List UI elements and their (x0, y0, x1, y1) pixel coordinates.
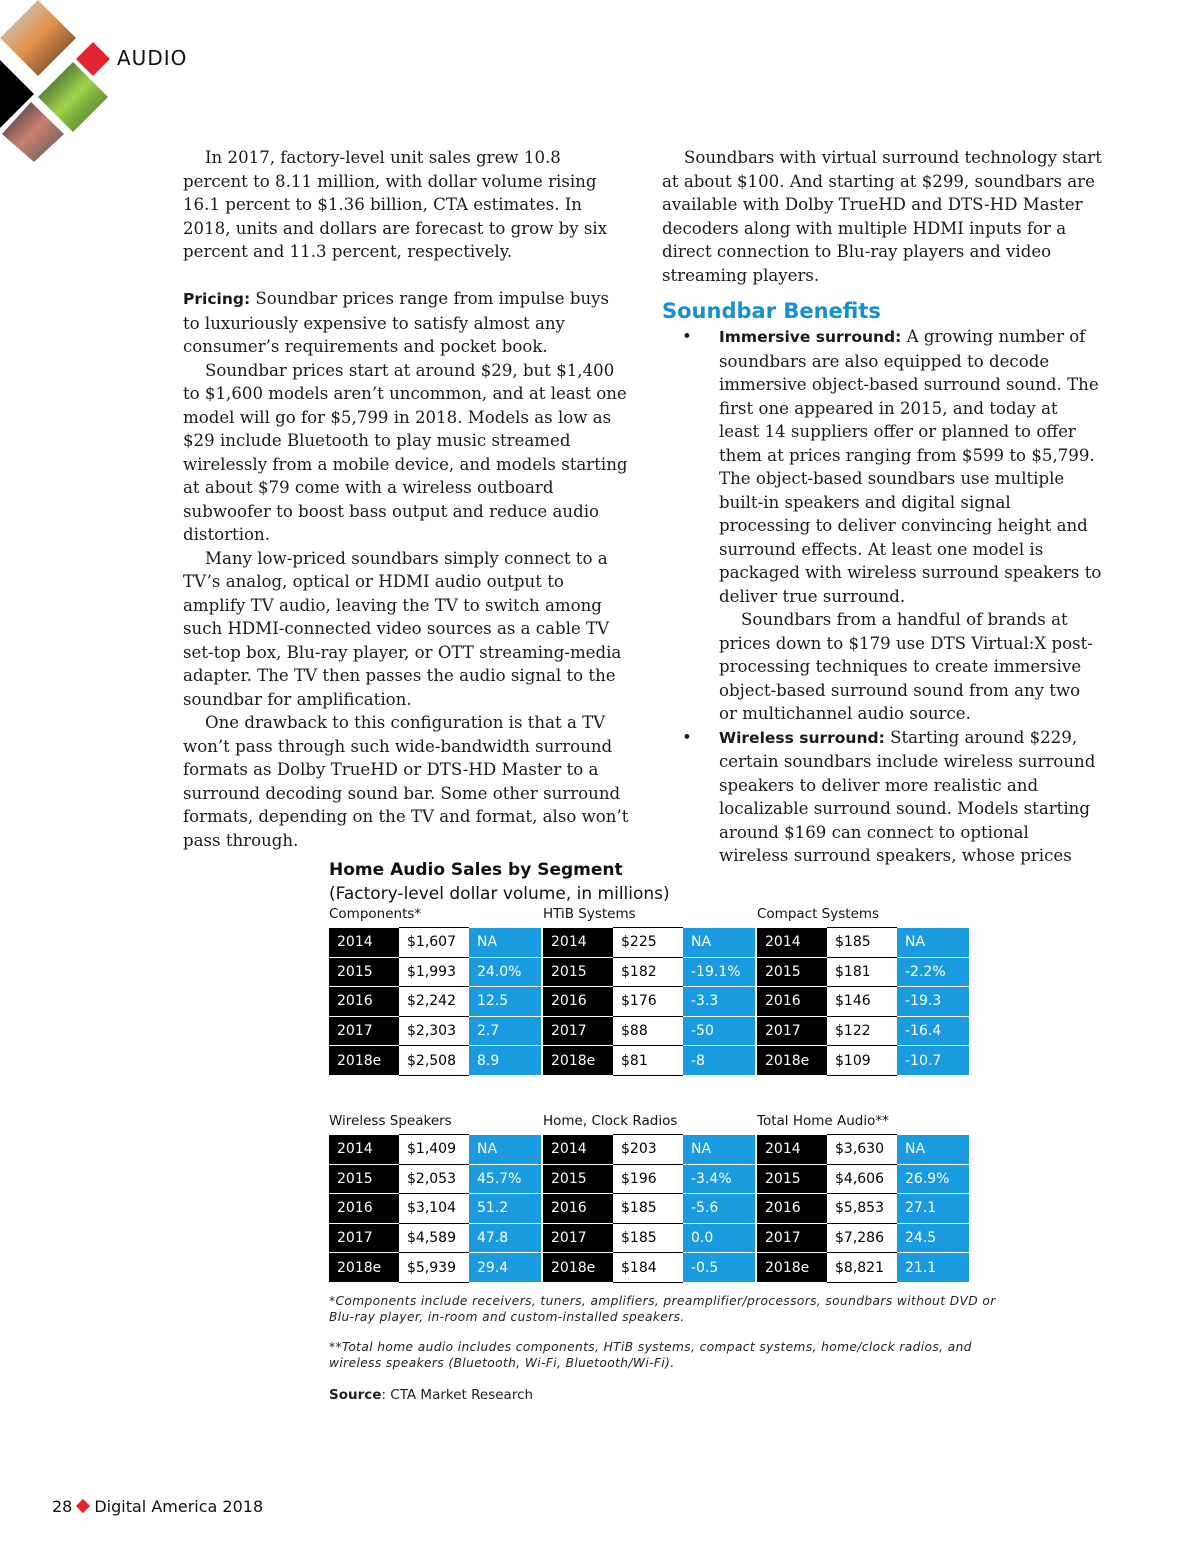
cell-value: $2,303 (399, 1016, 469, 1046)
cell-value: $181 (827, 957, 897, 987)
cell-value: $1,409 (399, 1135, 469, 1165)
segment-label: Components* (329, 906, 422, 922)
left-column (183, 146, 629, 852)
table-row (757, 957, 969, 987)
run-in-label: Pricing: (183, 290, 251, 308)
cell-value: $225 (613, 928, 683, 958)
cell-year: 2018e (757, 1253, 827, 1283)
table-row (757, 1253, 969, 1283)
page-number: 28 (52, 1497, 73, 1516)
cell-year: 2016 (329, 987, 399, 1017)
list-item (662, 726, 1102, 868)
benefits-list (662, 325, 1102, 868)
cell-change: NA (897, 1135, 969, 1165)
table-row (329, 1223, 541, 1253)
table-row (757, 928, 969, 958)
cell-value: $2,508 (399, 1046, 469, 1076)
cell-year: 2015 (757, 957, 827, 987)
page-footer (52, 1497, 263, 1516)
cell-change: -16.4 (897, 1016, 969, 1046)
table-row (543, 928, 755, 958)
cell-year: 2017 (329, 1223, 399, 1253)
segment-label: HTiB Systems (543, 906, 636, 922)
cell-change: -8 (683, 1046, 755, 1076)
cell-change: NA (469, 928, 541, 958)
cell-value: $2,242 (399, 987, 469, 1017)
cell-value: $88 (613, 1016, 683, 1046)
run-in-label: Wireless surround: (719, 728, 885, 747)
table-row (757, 1194, 969, 1224)
cell-year: 2018e (329, 1253, 399, 1283)
table-row (329, 1046, 541, 1076)
cell-change: NA (683, 1135, 755, 1165)
segment-label: Compact Systems (757, 906, 880, 922)
segment-table (757, 1134, 969, 1283)
cell-year: 2014 (329, 1135, 399, 1165)
cell-year: 2015 (543, 1164, 613, 1194)
cell-change: -19.1% (683, 957, 755, 987)
cell-change: 12.5 (469, 987, 541, 1017)
cell-value: $185 (613, 1194, 683, 1224)
table-row (543, 1046, 755, 1076)
cell-change: -2.2% (897, 957, 969, 987)
cell-change: 29.4 (469, 1253, 541, 1283)
table-row (543, 1164, 755, 1194)
cell-change: NA (683, 928, 755, 958)
red-diamond-icon (76, 1499, 90, 1513)
table-row (757, 1164, 969, 1194)
table-row (543, 957, 755, 987)
cell-value: $3,104 (399, 1194, 469, 1224)
cell-year: 2018e (329, 1046, 399, 1076)
cell-value: $184 (613, 1253, 683, 1283)
source-text: : CTA Market Research (381, 1387, 534, 1403)
paragraph: Soundbars with virtual surround technology start at about $100. And starting at $299, soundbars are available with Dolby TrueHD and DTS-HD Master decoders along with multiple HDMI inputs for a direct connection to Blu-ray players and video streaming players. (662, 148, 1102, 285)
cell-value: $4,589 (399, 1223, 469, 1253)
cell-value: $122 (827, 1016, 897, 1046)
paragraph: Many low-priced soundbars simply connect to a TV’s analog, optical or HDMI audio output to amplify TV audio, leaving the TV to switch among such HDMI-connected video sources as a cable TV set-top box, Blu-ray player, or OTT streaming-media adapter. The TV then passes the audio signal to the soundbar for amplification. (183, 548, 622, 709)
table-row (329, 928, 541, 958)
paragraph: One drawback to this configuration is that a TV won’t pass through such wide-bandwidth surround formats as Dolby TrueHD or DTS-HD Master to a surround decoding sound bar. Some other surround formats, depending on the TV and format, also won’t pass through. (183, 713, 629, 850)
cell-value: $81 (613, 1046, 683, 1076)
cell-year: 2016 (757, 987, 827, 1017)
city-photo-diamond (0, 0, 76, 76)
cell-year: 2016 (543, 1194, 613, 1224)
segment-table (543, 1134, 755, 1283)
table-row (329, 987, 541, 1017)
footnote-components: *Components include receivers, tuners, amplifiers, preamplifier/processors, soundbars without DVD or Blu-ray player, in-room and custom-installed speakers. (329, 1294, 996, 1324)
cell-change: 24.5 (897, 1223, 969, 1253)
cell-year: 2018e (757, 1046, 827, 1076)
paragraph-pricing (183, 287, 629, 359)
bullet: • (682, 727, 692, 747)
paragraph: In 2017, factory-level unit sales grew 10.8 percent to 8.11 million, with dollar volume rising 16.1 percent to $1.36 billion, CTA estimates. In 2018, units and dollars are forecast to grow by six percent and 11.3 percent, respectively. (183, 148, 608, 261)
footnote-total: **Total home audio includes components, HTiB systems, compact systems, home/clock radios, and wireless speakers (Bluetooth, Wi-Fi, Bluetooth/Wi-Fi). (329, 1340, 972, 1370)
paragraph: Soundbar prices start at around $29, but $1,400 to $1,600 models aren’t uncommon, and at least one model will go for $5,799 in 2018. Models as low as $29 include Bluetooth to play music streamed wirelessly from a mobile device, and models starting at about $79 come with a wireless outboard subwoofer to boost bass output and reduce audio distortion. (183, 360, 628, 544)
source-label: Source (329, 1387, 382, 1403)
cell-value: $182 (613, 957, 683, 987)
table-row (543, 1016, 755, 1046)
table-row (329, 1194, 541, 1224)
cell-change: -50 (683, 1016, 755, 1046)
table-row (329, 1016, 541, 1046)
table-row (757, 1016, 969, 1046)
table-row (329, 1164, 541, 1194)
segment-label: Wireless Speakers (329, 1113, 452, 1129)
table-row (329, 957, 541, 987)
table-row (757, 1135, 969, 1165)
table-row (543, 987, 755, 1017)
paragraph-text: Starting around $229, certain soundbars include wireless surround speakers to deliver more realistic and localizable surround sound. Models starting around $169 can connect to optional wireless surround speakers, whose prices (719, 727, 1096, 865)
table-row (757, 1046, 969, 1076)
table-row (757, 987, 969, 1017)
cell-change: -5.6 (683, 1194, 755, 1224)
header-diamond-graphic (0, 0, 140, 165)
source-line (329, 1387, 533, 1403)
table-row (543, 1135, 755, 1165)
cell-change: 45.7% (469, 1164, 541, 1194)
cell-year: 2018e (543, 1046, 613, 1076)
table-row (757, 1223, 969, 1253)
cell-change: NA (469, 1135, 541, 1165)
cell-year: 2016 (757, 1194, 827, 1224)
cell-change: -19.3 (897, 987, 969, 1017)
cell-year: 2015 (543, 957, 613, 987)
cell-value: $1,993 (399, 957, 469, 987)
segment-table (329, 1134, 541, 1283)
cell-year: 2015 (329, 957, 399, 987)
segment-label: Total Home Audio** (757, 1113, 889, 1129)
table-row (329, 1253, 541, 1283)
cell-value: $8,821 (827, 1253, 897, 1283)
cell-year: 2014 (757, 928, 827, 958)
table-subtitle: (Factory-level dollar volume, in millions) (329, 884, 670, 904)
table-row (543, 1223, 755, 1253)
paragraph: Soundbars from a handful of brands at prices down to $179 use DTS Virtual:X post-processing techniques to create immersive object-based surround sound from any two or multichannel audio source. (719, 610, 1093, 723)
cell-year: 2016 (329, 1194, 399, 1224)
cell-year: 2017 (757, 1016, 827, 1046)
cell-change: 2.7 (469, 1016, 541, 1046)
cell-year: 2017 (757, 1223, 827, 1253)
cell-value: $203 (613, 1135, 683, 1165)
cell-change: 27.1 (897, 1194, 969, 1224)
list-item (662, 325, 1102, 726)
cell-value: $1,607 (399, 928, 469, 958)
subhead: Soundbar Benefits (662, 299, 881, 323)
cell-value: $185 (613, 1223, 683, 1253)
cell-change: -3.4% (683, 1164, 755, 1194)
table-row (543, 1253, 755, 1283)
segment-table (543, 927, 755, 1076)
cell-year: 2014 (543, 1135, 613, 1165)
segment-label: Home, Clock Radios (543, 1113, 678, 1129)
cell-value: $3,630 (827, 1135, 897, 1165)
run-in-label: Immersive surround: (719, 328, 902, 346)
paragraph-text: A growing number of soundbars are also equipped to decode immersive object-based surround sound. The first one appeared in 2015, and today at least 14 suppliers offer or planned to offer them at prices ranging from $599 to $5,799. The object-based soundbars use multiple built-in speakers and digital signal processing to deliver convincing height and surround effects. At least one model is packaged with wireless surround speakers to deliver true surround. (719, 327, 1102, 606)
section-label: AUDIO (117, 46, 188, 70)
table-title: Home Audio Sales by Segment (329, 860, 623, 880)
cell-year: 2014 (329, 928, 399, 958)
bullet: • (682, 327, 692, 346)
cell-change: 21.1 (897, 1253, 969, 1283)
cell-change: 51.2 (469, 1194, 541, 1224)
cell-value: $2,053 (399, 1164, 469, 1194)
cell-value: $5,853 (827, 1194, 897, 1224)
cell-value: $176 (613, 987, 683, 1017)
cell-change: 24.0% (469, 957, 541, 987)
cell-value: $109 (827, 1046, 897, 1076)
publication-name: Digital America 2018 (94, 1497, 264, 1516)
cell-year: 2015 (329, 1164, 399, 1194)
cell-year: 2016 (543, 987, 613, 1017)
cell-change: 8.9 (469, 1046, 541, 1076)
cell-year: 2014 (757, 1135, 827, 1165)
cell-year: 2017 (543, 1016, 613, 1046)
paragraph-text: Soundbar prices range from impulse buys to luxuriously expensive to satisfy almost any consumer’s requirements and pocket book. (183, 289, 610, 356)
cell-value: $4,606 (827, 1164, 897, 1194)
table-row (329, 1135, 541, 1165)
cell-change: NA (897, 928, 969, 958)
cell-year: 2017 (543, 1223, 613, 1253)
cell-value: $7,286 (827, 1223, 897, 1253)
cell-value: $5,939 (399, 1253, 469, 1283)
right-column (662, 146, 1102, 868)
cell-value: $196 (613, 1164, 683, 1194)
cell-change: -3.3 (683, 987, 755, 1017)
cell-change: 26.9% (897, 1164, 969, 1194)
cell-change: -0.5 (683, 1253, 755, 1283)
cell-change: 47.8 (469, 1223, 541, 1253)
cell-year: 2015 (757, 1164, 827, 1194)
cell-year: 2014 (543, 928, 613, 958)
cell-value: $146 (827, 987, 897, 1017)
cell-year: 2017 (329, 1016, 399, 1046)
segment-table (757, 927, 969, 1076)
cell-value: $185 (827, 928, 897, 958)
table-row (543, 1194, 755, 1224)
cell-year: 2018e (543, 1253, 613, 1283)
cell-change: -10.7 (897, 1046, 969, 1076)
cell-change: 0.0 (683, 1223, 755, 1253)
segment-table (329, 927, 541, 1076)
